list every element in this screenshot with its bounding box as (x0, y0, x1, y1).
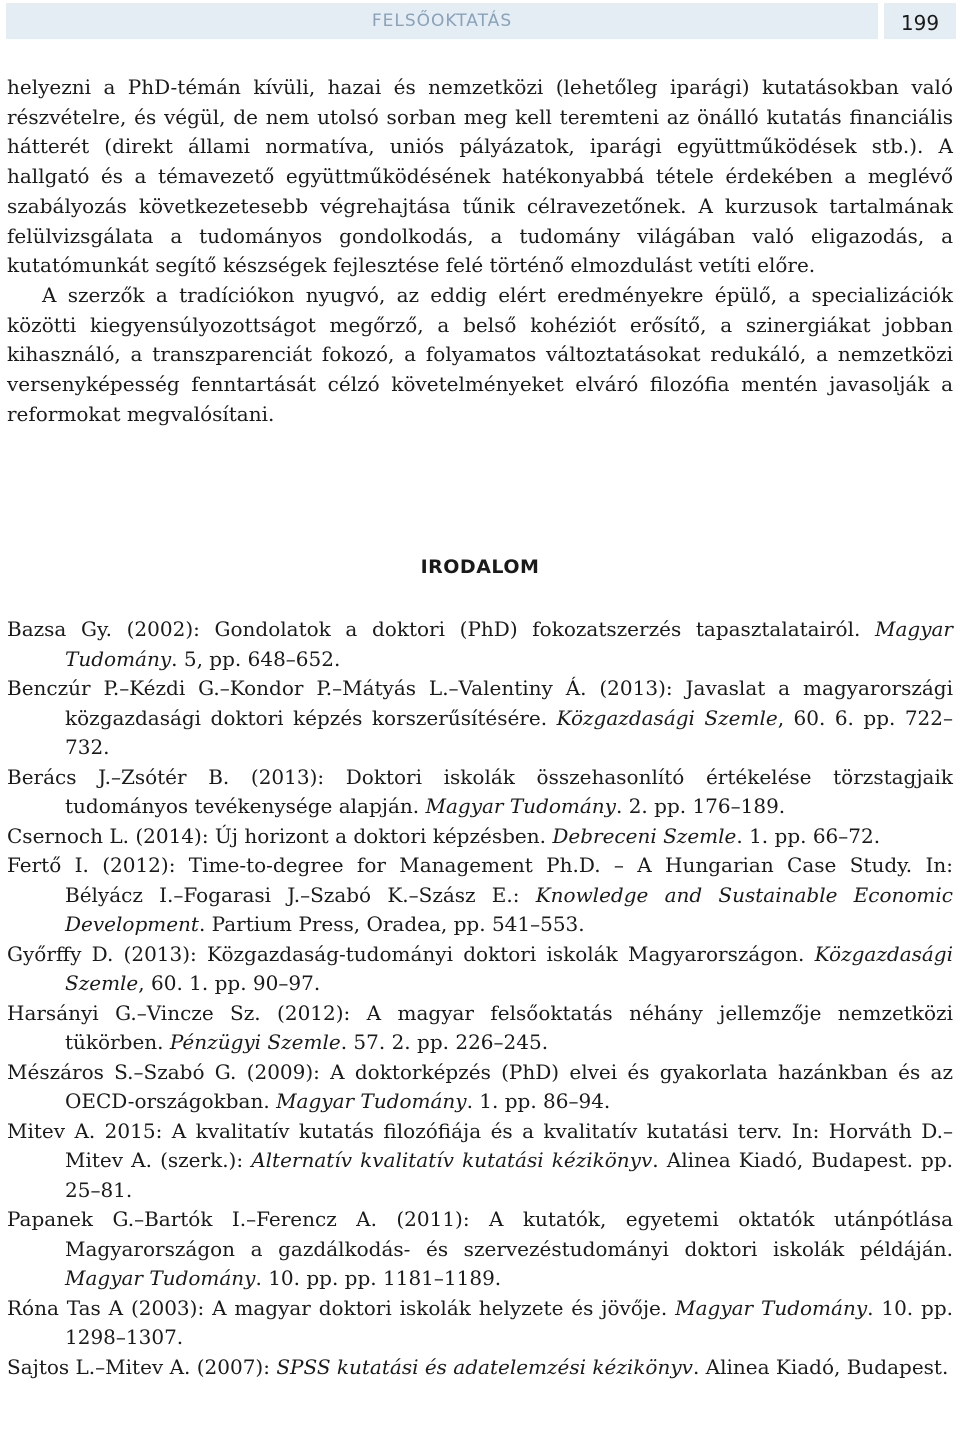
paragraph-1: helyezni a PhD-témán kívüli, hazai és nemzetközi (lehetőleg iparági) kutatásokban való részvételre, és végül, de nem utolsó sorban meg kell teremteni az önálló kutatás financiális hátterét (direkt állami normatíva, uniós pályázatok, iparági együttműködések stb.). A hallgató és a témavezető együttműködésének hatékonyabbá tétele érdekében a meglévő szabályozás következetesebb végrehajtása tűnik célravezetőnek. A kurzusok tartalmának felülvizsgálata a tudományos gondolkodás, a tudomány világában való eligazodás, a kutatómunkát segítő készségek fejlesztése felé történő elmozdulást vetíti előre. (7, 75, 953, 278)
reference-item (7, 674, 953, 763)
reference-details: . Partium Press, Oradea, pp. 541–553. (198, 912, 585, 936)
reference-text: Róna Tas A (2003): A magyar doktori iskolák helyzete és jövője. (7, 1295, 676, 1320)
reference-text: Mészáros S.–Szabó G. (2009): A doktorképzés (PhD) elvei és gyakorlata hazánkban és az OECD-országokban. (7, 1059, 953, 1113)
reference-journal: Magyar Tudomány (425, 794, 616, 818)
reference-text: Győrffy D. (2013): Közgazdaság-tudományi doktori iskolák Magyarországon. (7, 941, 815, 966)
reference-text: Mitev A. 2015: A kvalitatív kutatás filozófiája és a kvalitatív kutatási terv. In: Horváth D.–Mitev A. (szerk.): (7, 1118, 953, 1172)
page-header (6, 3, 956, 39)
reference-text: Harsányi G.–Vincze Sz. (2012): A magyar felsőoktatás néhány jellemzője nemzetközi tükörben. (7, 1000, 953, 1054)
reference-item (7, 1294, 953, 1353)
reference-journal: Pénzügyi Szemle (169, 1030, 341, 1054)
reference-item (7, 1058, 953, 1117)
section-title: FELSŐOKTATÁS (371, 11, 513, 31)
reference-text: Fertő I. (2012): Time-to-degree for Management Ph.D. – A Hungarian Case Study. In: Bélyácz I.–Fogarasi J.–Szabó K.–Szász E.: (7, 853, 953, 907)
reference-journal: Magyar Tudomány (675, 1295, 868, 1320)
page-number-box (884, 3, 956, 39)
reference-item (7, 999, 953, 1058)
reference-item (7, 763, 953, 822)
reference-journal: Közgazdasági Szemle (65, 941, 953, 995)
reference-details: . Alinea Kiadó, Budapest. (692, 1354, 949, 1379)
reference-journal: Debreceni Szemle (552, 823, 737, 848)
reference-text: Papanek G.–Bartók I.–Ferencz A. (2011): A kutatók, egyetemi oktatók utánpótlása Magyarországon a gazdálkodás- és szervezéstudományi doktori iskolák példáján. (7, 1207, 953, 1261)
reference-details: . 57. 2. pp. 226–245. (340, 1030, 549, 1054)
paragraph-2: A szerzők a tradíciókon nyugvó, az eddig elért eredményekre épülő, a specializációk közötti kiegyensúlyozottságot megőrző, a belső kohéziót erősítő, a szinergiákat jobban kihasználó, a transzparenciát fokozó, a folyamatos változtatásokat redukáló, a nemzetközi versenyképesség fenntartását célzó követelményeket elváró filozófia mentén javasolják a reformokat megvalósítani. (7, 282, 953, 426)
reference-details: . 1. pp. 86–94. (466, 1089, 611, 1113)
reference-item (7, 940, 953, 999)
reference-details: . 10. pp. 1298–1307. (65, 1295, 954, 1349)
reference-details: , 60. 1. pp. 90–97. (138, 971, 321, 995)
page-number: 199 (900, 11, 940, 35)
reference-journal: Közgazdasági Szemle (556, 705, 778, 730)
reference-item (7, 1117, 953, 1206)
reference-item (7, 1353, 953, 1383)
reference-details: , 60. 6. pp. 722–732. (65, 705, 954, 759)
reference-text: Benczúr P.–Kézdi G.–Kondor P.–Mátyás L.–Valentiny Á. (2013): Javaslat a magyarországi közgazdasági doktori képzés korszerűsítésére. (7, 676, 953, 730)
reference-details: . 2. pp. 176–189. (615, 794, 786, 818)
reference-journal: Magyar Tudomány (65, 1266, 256, 1290)
reference-text: Berács J.–Zsótér B. (2013): Doktori iskolák összehasonlító értékelése törzstagjaik tudományos tevékenysége alapján. (7, 764, 953, 818)
reference-journal: Alternatív kvalitatív kutatási kézikönyv (251, 1148, 653, 1172)
reference-item (7, 851, 953, 940)
reference-text: Bazsa Gy. (2002): Gondolatok a doktori (PhD) fokozatszerzés tapasztalatairól. (7, 617, 875, 641)
references-heading: IRODALOM (420, 556, 540, 578)
reference-journal: Magyar Tudomány (65, 617, 953, 671)
section-header-band (6, 3, 878, 39)
reference-item (7, 1205, 953, 1294)
reference-journal: Magyar Tudomány (276, 1089, 467, 1113)
reference-details: . 5, pp. 648–652. (171, 646, 341, 671)
reference-item (7, 822, 953, 852)
body-text (7, 73, 953, 429)
reference-journal: SPSS kutatási és adatelemzési kézikönyv (276, 1354, 693, 1379)
reference-text: Csernoch L. (2014): Új horizont a doktori képzésben. (7, 823, 553, 848)
reference-details: . Alinea Kiadó, Budapest. pp. 25–81. (65, 1148, 954, 1202)
reference-journal: Knowledge and Sustainable Economic Development (65, 882, 953, 936)
reference-text: Sajtos L.–Mitev A. (2007): (7, 1354, 277, 1379)
reference-list (7, 615, 953, 1382)
reference-details: . 1. pp. 66–72. (736, 823, 881, 848)
reference-item (7, 615, 953, 674)
reference-details: . 10. pp. pp. 1181–1189. (255, 1266, 502, 1290)
